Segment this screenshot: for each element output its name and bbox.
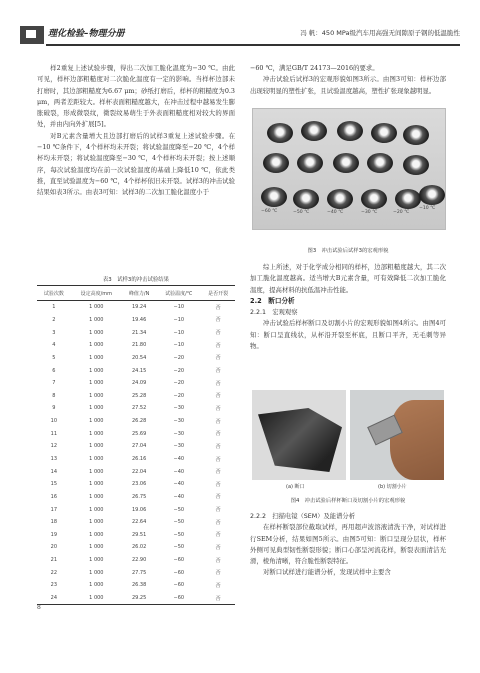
table-cell: −60 bbox=[156, 592, 201, 605]
table-cell: 7 bbox=[52, 380, 56, 387]
table-row bbox=[37, 427, 235, 440]
subsection-heading: 2.2.2 扫描电镜（SEM）及能谱分析 bbox=[250, 513, 355, 520]
table-cell: 8 bbox=[52, 392, 56, 399]
table-cell: 26.75 bbox=[131, 493, 147, 500]
subsection-heading: 2.2.1 宏观观察 bbox=[250, 309, 298, 317]
table-cell: 1 000 bbox=[89, 582, 104, 589]
temperature-label: −50 ℃ bbox=[293, 210, 310, 215]
table-cell: 1 000 bbox=[89, 544, 104, 551]
table-cell: 否 bbox=[215, 418, 221, 425]
table-row bbox=[37, 377, 235, 390]
table-cell: −30 bbox=[173, 405, 185, 412]
table-cell: 27.75 bbox=[131, 569, 147, 576]
table-cell: −20 bbox=[173, 354, 185, 361]
table-cell: 19.46 bbox=[131, 316, 147, 323]
table-row bbox=[37, 301, 235, 314]
table-cell: 1 000 bbox=[89, 468, 104, 475]
table-cell: 12 bbox=[50, 443, 58, 450]
table-cell: 24.09 bbox=[131, 380, 147, 387]
table-cell: 否 bbox=[215, 342, 221, 349]
sample-cup bbox=[297, 153, 323, 173]
left-column bbox=[37, 63, 235, 199]
sample-cup bbox=[261, 187, 287, 207]
sample-cup bbox=[361, 189, 387, 209]
table-cell: 23.06 bbox=[131, 481, 147, 488]
table-cell: −50 bbox=[173, 519, 185, 526]
table-cell: 否 bbox=[201, 592, 235, 605]
column-header: 峰值力/N bbox=[122, 286, 156, 301]
table-cell: 否 bbox=[215, 469, 221, 476]
table-cell: −20 bbox=[173, 392, 185, 399]
table-cell: 1 000 bbox=[89, 481, 104, 488]
table-cell: 1 000 bbox=[89, 493, 104, 500]
table-cell: 1 000 bbox=[89, 367, 104, 374]
table-cell: 21.80 bbox=[131, 342, 147, 349]
table-cell: 18 bbox=[50, 519, 58, 526]
table-cell: 22.64 bbox=[131, 519, 147, 526]
table-cell: 否 bbox=[215, 405, 221, 412]
table-cell: −60 bbox=[173, 582, 185, 589]
figure-4-caption: 图4 冲击试验后样杯断口及切割小片的宏观形貌 bbox=[290, 498, 406, 504]
table-cell: 13 bbox=[50, 456, 58, 462]
table-cell: 否 bbox=[215, 431, 221, 438]
table-cell: −20 bbox=[173, 380, 185, 387]
table-row bbox=[37, 389, 235, 402]
table-cell: 27.52 bbox=[131, 405, 147, 412]
table-row bbox=[37, 402, 235, 415]
table-cell: −40 bbox=[173, 481, 185, 488]
table-row bbox=[37, 364, 235, 377]
table-cell: 29.51 bbox=[131, 531, 147, 538]
column-header: 设定高度/mm bbox=[71, 286, 122, 301]
table-cell: 26.38 bbox=[131, 582, 147, 589]
table-row bbox=[37, 440, 235, 453]
sample-cup bbox=[371, 123, 397, 143]
figure-4a-label: (a) 断口 bbox=[286, 484, 305, 490]
section-heading: 2.2 断口分析 bbox=[250, 296, 295, 305]
table-row bbox=[37, 326, 235, 339]
table-cell: 25.28 bbox=[131, 392, 147, 399]
sample-cup bbox=[403, 155, 429, 175]
table-row bbox=[37, 465, 235, 478]
right-column-middle bbox=[250, 262, 446, 352]
sample-cup bbox=[333, 153, 359, 173]
temperature-label: −20 ℃ bbox=[393, 210, 410, 215]
sample-cup bbox=[267, 123, 293, 143]
table-cell: 否 bbox=[215, 393, 221, 400]
table-cell: 1 bbox=[52, 304, 56, 311]
table-cell: −10 bbox=[173, 342, 185, 349]
temperature-label: −30 ℃ bbox=[361, 210, 378, 215]
table-row bbox=[37, 566, 235, 579]
table-row bbox=[37, 339, 235, 352]
table-cell: 22 bbox=[50, 569, 58, 576]
figure-4b-cut-piece-photo bbox=[350, 390, 444, 480]
sample-cup bbox=[263, 153, 289, 173]
table-row bbox=[37, 516, 235, 529]
table-cell: 23 bbox=[50, 582, 58, 589]
table-cell: 否 bbox=[215, 582, 221, 589]
column-header: 是否开裂 bbox=[201, 286, 235, 301]
table-cell: 11 bbox=[50, 430, 58, 437]
table-cell: −10 bbox=[173, 316, 185, 323]
table-cell: −40 bbox=[173, 468, 185, 475]
sample-cup bbox=[301, 121, 327, 141]
table-cell: −10 bbox=[173, 329, 185, 336]
table-row bbox=[37, 503, 235, 516]
page-number: 8 bbox=[37, 604, 41, 611]
journal-logo-icon bbox=[20, 26, 44, 44]
table-cell: 14 bbox=[50, 468, 58, 475]
table-row bbox=[37, 554, 235, 567]
table-cell: 26.02 bbox=[131, 544, 147, 551]
table-cell: 否 bbox=[215, 519, 221, 526]
right-column-top bbox=[250, 63, 446, 97]
table-row bbox=[37, 541, 235, 554]
table-cell: 22.04 bbox=[131, 468, 147, 475]
table-header-row bbox=[37, 286, 235, 301]
fracture-shard bbox=[258, 408, 342, 472]
body-paragraph: 样2重复上述试验步骤，得出二次加工脆化温度为−30 ℃。由此可见，样杯边部粗糙度对二次脆化温度有一定的影响。当样杯边部未打磨时，其边部粗糙度为6.67 μm；砂纸打磨后，样杯的粗糙度为0.3 μm，两者差距较大。样杯表面粗糙度越大，在冲击过程中越易发生膨胀破裂，形成微裂纹，微裂纹易萌生于外表面粗糙度相对较大的界面处，并由内向外扩展[5]。 bbox=[37, 64, 235, 129]
body-paragraph: 冲击试验后样杯断口及切割小片的宏观形貌如图4所示。由图4可知：断口呈直线状，从杯沿开裂至杯底，且断口平齐，无毛刺等异物。 bbox=[250, 319, 446, 351]
table-cell: 否 bbox=[215, 532, 221, 539]
table-cell: 21 bbox=[50, 557, 58, 564]
table-cell: 否 bbox=[215, 317, 221, 324]
table-cell: 6 bbox=[52, 367, 56, 374]
table-row bbox=[37, 314, 235, 327]
table-row bbox=[37, 579, 235, 592]
table-cell: 20 bbox=[50, 544, 58, 551]
table-row bbox=[37, 529, 235, 542]
table-body bbox=[37, 301, 235, 605]
table-cell: 27.04 bbox=[131, 443, 147, 450]
sample-cup bbox=[367, 153, 393, 173]
table-cell: −20 bbox=[173, 367, 185, 374]
sample-cup bbox=[403, 125, 429, 145]
figure-4b-label: (b) 切割小片 bbox=[378, 484, 407, 490]
table-cell: 否 bbox=[215, 544, 221, 551]
table-cell: 否 bbox=[215, 380, 221, 387]
table-cell: −30 bbox=[173, 418, 185, 425]
journal-name: 理化检验–物理分册 bbox=[48, 29, 125, 39]
table-cell: −50 bbox=[173, 544, 185, 551]
table-cell: 1 000 bbox=[89, 531, 104, 538]
table-cell: 9 bbox=[52, 405, 56, 412]
table-cell: 否 bbox=[215, 507, 221, 514]
table-cell: 1 000 bbox=[89, 342, 104, 349]
temperature-label: −60 ℃ bbox=[261, 209, 278, 214]
body-paragraph: −60 ℃，满足GB/T 24173—2016的要求。 bbox=[250, 64, 379, 72]
table-cell: −30 bbox=[173, 443, 185, 450]
table-cell: 1 000 bbox=[89, 354, 104, 361]
temperature-label: −40 ℃ bbox=[327, 210, 344, 215]
table-cell: 4 bbox=[52, 342, 56, 349]
temperature-label: −10 ℃ bbox=[419, 206, 436, 211]
table-cell: 否 bbox=[215, 355, 221, 362]
body-paragraph: 对断口试样进行能谱分析，发现试样中主要含 bbox=[263, 568, 391, 577]
page-header bbox=[20, 26, 460, 48]
table-cell: 否 bbox=[215, 368, 221, 375]
table-cell: −10 bbox=[173, 304, 185, 311]
table-cell: 17 bbox=[50, 506, 58, 513]
table-cell: 1 000 bbox=[89, 380, 104, 387]
column-header: 试验次数 bbox=[37, 286, 71, 301]
table-cell: 1 000 bbox=[89, 329, 104, 336]
body-paragraph: 综上所述，对于化学成分相同的样杯，边部粗糙度越大，其二次加工脆化温度越高。适当增大B元素含量，可有效降低二次加工脆化温度，提高材料的抗低温冲击性能。 bbox=[250, 263, 446, 294]
table-cell: 否 bbox=[215, 557, 221, 564]
sample-cup bbox=[419, 185, 445, 205]
table-cell: 1 000 bbox=[89, 569, 104, 576]
table-cell: −30 bbox=[173, 430, 185, 437]
figure-3-caption: 图3 冲击试验后试样3的宏观形貌 bbox=[307, 248, 389, 254]
table-cell: 否 bbox=[215, 481, 221, 488]
table-cell: 1 000 bbox=[71, 592, 122, 605]
figure-3-photo bbox=[252, 108, 446, 230]
table-cell: 1 000 bbox=[89, 418, 104, 425]
table-cell: 26.16 bbox=[131, 456, 147, 462]
body-paragraph: 冲击试验后试样3的宏观形貌如图3所示。由图3可知：样杯边部出现较明显的塑性扩张，且试验温度越高，塑性扩张现象越明显。 bbox=[250, 75, 446, 95]
table-cell: −50 bbox=[173, 531, 185, 538]
table-cell: 1 000 bbox=[89, 443, 104, 450]
table-cell: 否 bbox=[215, 456, 221, 463]
table-cell: 24 bbox=[37, 592, 71, 605]
table-cell: −60 bbox=[173, 557, 185, 564]
figure-4a-fracture-photo bbox=[252, 390, 346, 480]
results-table bbox=[37, 285, 235, 605]
running-title: 冯 帆：450 MPa级汽车用高强无间隙原子钢的低温脆性 bbox=[300, 29, 460, 37]
body-paragraph: 对B元素含量增大且边部打磨后的试样3重复上述试验步骤。在−10 ℃条件下，4个样杯均未开裂；将试验温度降至−20 ℃，4个样杯均未开裂；将试验温度降至−30 ℃，4个样杯均未开裂；按上述顺序，每次试验温度均在前一次试验温度的基础上降低10 ℃，依此类推，直至试验温度为−60 ℃，4个样杯依旧未开裂。试样3的冲击试验结果如表3所示。由表3可知：试样3的二次加工脆化温度小于 bbox=[37, 131, 235, 197]
table-cell: 19 bbox=[50, 531, 58, 538]
sample-cup bbox=[293, 189, 319, 209]
table-cell: −50 bbox=[173, 506, 185, 513]
table-cell: −40 bbox=[173, 456, 185, 462]
table-row bbox=[37, 453, 235, 466]
table-cell: 19.24 bbox=[131, 304, 147, 311]
table-cell: 否 bbox=[215, 570, 221, 577]
sample-cup bbox=[327, 189, 353, 209]
right-column-bottom bbox=[250, 511, 446, 579]
table-cell: 22.90 bbox=[131, 557, 147, 564]
table-cell: 19.06 bbox=[131, 506, 147, 513]
table-row bbox=[37, 415, 235, 428]
table-cell: 1 000 bbox=[89, 557, 104, 564]
table-cell: 29.25 bbox=[122, 592, 156, 605]
table-cell: 1 000 bbox=[89, 304, 104, 311]
table-cell: 否 bbox=[215, 443, 221, 450]
table-cell: 15 bbox=[50, 481, 58, 488]
header-rule bbox=[46, 44, 460, 46]
table-cell: 5 bbox=[52, 354, 56, 361]
table-cell: 1 000 bbox=[89, 506, 104, 513]
table-cell: 21.34 bbox=[131, 329, 147, 336]
table-cell: 1 000 bbox=[89, 456, 104, 462]
table-cell: −40 bbox=[173, 493, 185, 500]
sample-cup bbox=[337, 121, 363, 141]
table-cell: 否 bbox=[215, 494, 221, 501]
table-cell: 1 000 bbox=[89, 430, 104, 437]
hand-image bbox=[390, 400, 444, 480]
sample-cup bbox=[395, 189, 421, 209]
table-cell: 3 bbox=[52, 329, 56, 336]
table-cell: 1 000 bbox=[89, 392, 104, 399]
table-row bbox=[37, 491, 235, 504]
table-cell: 否 bbox=[215, 304, 221, 311]
table-cell: 1 000 bbox=[89, 519, 104, 526]
table-cell: 25.69 bbox=[131, 430, 147, 437]
column-header: 试验温度/℃ bbox=[156, 286, 201, 301]
table-row bbox=[37, 478, 235, 491]
table-row bbox=[37, 592, 235, 605]
table-cell: 1 000 bbox=[89, 316, 104, 323]
table-cell: 24.15 bbox=[131, 367, 147, 374]
table-cell: 1 000 bbox=[89, 405, 104, 412]
table-cell: 16 bbox=[50, 493, 58, 500]
table-cell: 2 bbox=[52, 316, 56, 323]
table-cell: 26.28 bbox=[131, 418, 147, 425]
table-cell: 否 bbox=[215, 330, 221, 337]
table-cell: 10 bbox=[50, 418, 58, 425]
table-cell: −60 bbox=[173, 569, 185, 576]
table-title: 表3 试样3的冲击试验结果 bbox=[102, 277, 170, 283]
table-row bbox=[37, 352, 235, 365]
table-cell: 20.54 bbox=[131, 354, 147, 361]
body-paragraph: 在样杯断裂部位截取试样，再用超声波溶液清洗干净，对试样进行SEM分析，结果如图5所示。由图5可知：断口呈现分层状，样杯外侧可见典型韧性断裂形貌；断口心部呈河流花样，断裂表面清洁光滑，棱角清晰，符合脆性断裂特征。 bbox=[250, 523, 446, 566]
